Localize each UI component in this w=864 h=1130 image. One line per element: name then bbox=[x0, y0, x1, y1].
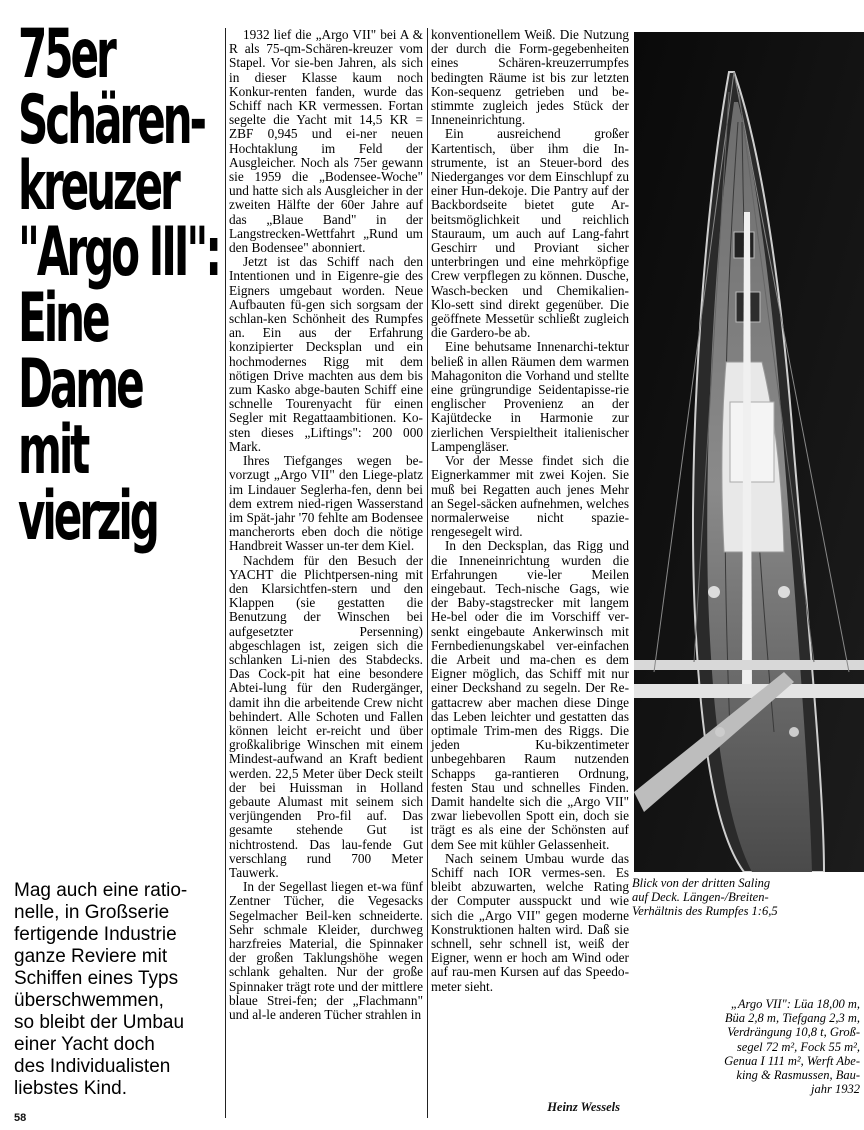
teaser-line: Mag auch eine ratio- bbox=[14, 880, 188, 901]
spec-line: Büa 2,8 m, Tiefgang 2,3 m, bbox=[724, 1011, 860, 1026]
paragraph: Ihres Tiefganges wegen be-vorzugt „Argo VII" den Liege-platz im Lindauer Seglerha-fen, denn bei dem extrem nied-rigen Wasserstand im Spät-jahr '70 fehlte am Bodensee mancherorts eben doch die nötige Handbreit Wasser un-ter dem Kiel. bbox=[229, 453, 423, 554]
paragraph: Nach seinem Umbau wurde das Schiff nach IOR vermes-sen. Es bleibt abzuwarten, welche Rating der Computer ausspuckt und wie sich die „Argo VII" gegen moderne Konstruktionen halten wird. Daß sie schnell, sehr schnell ist, weiß der Eigner, wenn er hoch am Wind oder auf rau-men Kursen auf das Speedo-meter sieht. bbox=[431, 850, 629, 994]
headline-line: 75er bbox=[18, 15, 114, 94]
paragraph: Vor der Messe findet sich die Eignerkammer mit zwei Kojen. Sie muß bei Regatten auch jenes Mehr an Segel-säcken aufnehmen, welches normalerweise nicht spazie-rengesegelt wird. bbox=[431, 453, 629, 540]
teaser-line: fertigende Industrie bbox=[14, 924, 177, 945]
paragraph: Eine behutsame Innenarchi-tektur beließ in allen Räumen dem warmen Mahagoniton die Vorhand und stellte eine grüngrundige Seidentapisse-rie englischer Provenienz an der Kajütdecke in Harmonie zur zierlichen Verspieltheit italienischer Lampengläser. bbox=[431, 339, 629, 454]
teaser-line: des Individualisten bbox=[14, 1056, 171, 1077]
headline bbox=[18, 15, 219, 556]
caption-line: Blick von der dritten Saling bbox=[632, 876, 771, 890]
headline-line: Eine bbox=[18, 279, 108, 358]
spec-line: Genua I 111 m², Werft Abe- bbox=[724, 1053, 860, 1068]
spec-line: segel 72 m², Fock 55 m², bbox=[736, 1039, 860, 1054]
teaser-line: überschwemmen, bbox=[14, 990, 164, 1011]
caption-line: auf Deck. Längen-/Breiten- bbox=[632, 890, 769, 904]
paragraph: konventionellem Weiß. Die Nutzung der durch die Form-gegebenheiten eines Schären-kreuzerrumpfes bedingten Räume ist bis zur letzten Kon-sequenz getrieben und be-stimmte zugleich jedes Stück der Inneneinrichtung. bbox=[431, 27, 629, 128]
headline-line: Dame bbox=[18, 345, 142, 424]
paragraph: In den Decksplan, das Rigg und die Inneneinrichtung wurden die Erfahrungen vie-ler Meilen eingebaut. Tech-nische Gags, wie der Baby-stagstrecker mit langem He-bel oder die im Vorschiff ver-senkt eingebaute Ankerwinsch mit Fernbedienungskabel ver-einfachen die Arbeit und ma-chen es dem Eigner möglich, das Schiff mit nur einer Deckshand zu segeln. Der Re-gattacrew aber machen diese Dinge das Leben leichter und gestatten das optimale Trim-men des Riggs. Die jeden Ku-bikzentimeter unbegehbaren Raum nutzenden Schapps ga-rantieren Ordnung, festen Stau und schnelles Finden. Damit handelte sich die „Argo VII" zwar liebevollen Spott ein, doch sie trägt es als eine der Schönsten auf dem See mit kühler Gelassenheit. bbox=[431, 538, 629, 852]
headline-line: "Argo III": bbox=[18, 213, 219, 292]
caption-line: Verhältnis des Rumpfes 1:6,5 bbox=[632, 904, 778, 918]
headline-line: Schären- bbox=[18, 81, 204, 160]
paragraph: Ein ausreichend großer Kartentisch, über ihm die In-strumente, ist an Steuer-bord des Niederganges vor dem Einschlupf zu einer Hun-dekoje. Die Pantry auf der Backbordseite bietet gute Ar-beitsmöglichkeit und reichlich Stauraum, um auch auf Lang-fahrt Geschirr und Proviant sicher unterbringen und eine mehrköpfige Crew verpflegen zu können. Dusche, Wasch-becken und Chemikalien-Klo-sett sind direkt gegenüber. Die geöffnete Messetür schließt zugleich die Gardero-be ab. bbox=[431, 126, 629, 341]
article-column-1 bbox=[229, 28, 423, 1022]
paragraph: Jetzt ist das Schiff nach den Intentionen und in Eigenre-gie des Eigners umgebaut worden. Neue Aufbauten fü-gen sich sorgsam der schlan-ken Schönheit des Rumpfes an. Ein aus der Erfahrung konzipierter Decksplan und ein hochmodernes Rigg mit dem nötigen Drive machten aus dem bis zum Kasko abge-bauten Schiff eine schnelle Tourenyacht für einen Segler mit Regattaambitionen. Ko-sten dieses „Liftings": 200 000 Mark. bbox=[229, 254, 423, 454]
photo-caption bbox=[632, 876, 832, 918]
teaser-line: so bleibt der Umbau bbox=[14, 1012, 185, 1033]
page-number: 58 bbox=[14, 1112, 27, 1124]
spec-line: king & Rasmussen, Bau- bbox=[736, 1068, 860, 1083]
yacht-deck-photo bbox=[634, 32, 864, 872]
teaser-line: einer Yacht doch bbox=[14, 1034, 155, 1055]
spec-line: jahr 1932 bbox=[811, 1082, 860, 1097]
teaser-line: ganze Reviere mit bbox=[14, 946, 168, 967]
teaser-line: Schiffen eines Typs bbox=[14, 968, 179, 989]
teaser-line: nelle, in Großserie bbox=[14, 902, 170, 923]
teaser-text bbox=[14, 880, 226, 1100]
column-divider bbox=[427, 28, 428, 1118]
headline-line: mit bbox=[18, 411, 88, 490]
column-divider bbox=[225, 28, 226, 1118]
paragraph: In der Segellast liegen et-wa fünf Zentner Tücher, die Vegesacks Segelmacher Beil-ken schneiderte. Sehr schmale Kleider, durchweg harzfreies Material, die Spinnaker der großen Taklungshöhe wegen schlank gehalten. Nur der große Spinnaker trägt rote und der mittlere blaue Strei-fen; der „Flachmann" und al-le anderen Tücher strahlen in bbox=[229, 879, 423, 1023]
paragraph: 1932 lief die „Argo VII" bei A & R als 75-qm-Schären-kreuzer vom Stapel. Vor sie-ben Jahren, als sich in dieser Klasse kaum noch Konkur-renten fanden, wurde das Schiff nach KR vermessen. Fortan segelte die Yacht mit 14,5 KR = ZBF 0,945 und ei-ner neuen Hochtaklung im Feld der Ausgleicher. Noch als 75er gewann sie 1959 die „Bodensee-Woche" und hatte sich als Ausgleicher in der zweiten Hälfte der 60er Jahre auf das „Blaue Band" in der Langstrecken-Wettfahrt „Rund um den Bodensee" abonniert. bbox=[229, 27, 423, 256]
yacht-deck-illustration bbox=[634, 32, 864, 872]
headline-line: kreuzer bbox=[18, 147, 178, 226]
headline-line: vierzig bbox=[18, 477, 157, 556]
yacht-specifications bbox=[640, 997, 860, 1096]
author-byline: Heinz Wessels bbox=[547, 1100, 620, 1114]
spec-line: Verdrängung 10,8 t, Groß- bbox=[727, 1025, 860, 1040]
spec-line: „Argo VII": Lüa 18,00 m, bbox=[730, 997, 860, 1011]
article-column-2 bbox=[431, 28, 629, 994]
paragraph: Nachdem für den Besuch der YACHT die Plichtpersen-ning mit den Klarsichtfen-stern und den Klappen (sie gestatten die Benutzung der Winschen bei aufgesetzter Persenning) abgeschlagen ist, zeigen sich die schlanken Li-nien des Stabdecks. Das Cock-pit hat eine besondere Abtei-lung für den Rudergänger, damit ihn die arbeitende Crew nicht behindert. Alle Schoten und Fallen können leicht er-reicht und über großkalibrige Winschen mit einem Mindest-aufwand an Kraft bedient werden. 22,5 Meter über Deck steilt der bei Huissman in Holland gebaute Alumast mit seinem sich verjüngenden Pro-fil auf. Das gesamte stehende Gut ist nichtrostend. Das lau-fende Gut verschlang rund 700 Meter Tauwerk. bbox=[229, 552, 423, 880]
teaser-line: liebstes Kind. bbox=[14, 1078, 128, 1099]
